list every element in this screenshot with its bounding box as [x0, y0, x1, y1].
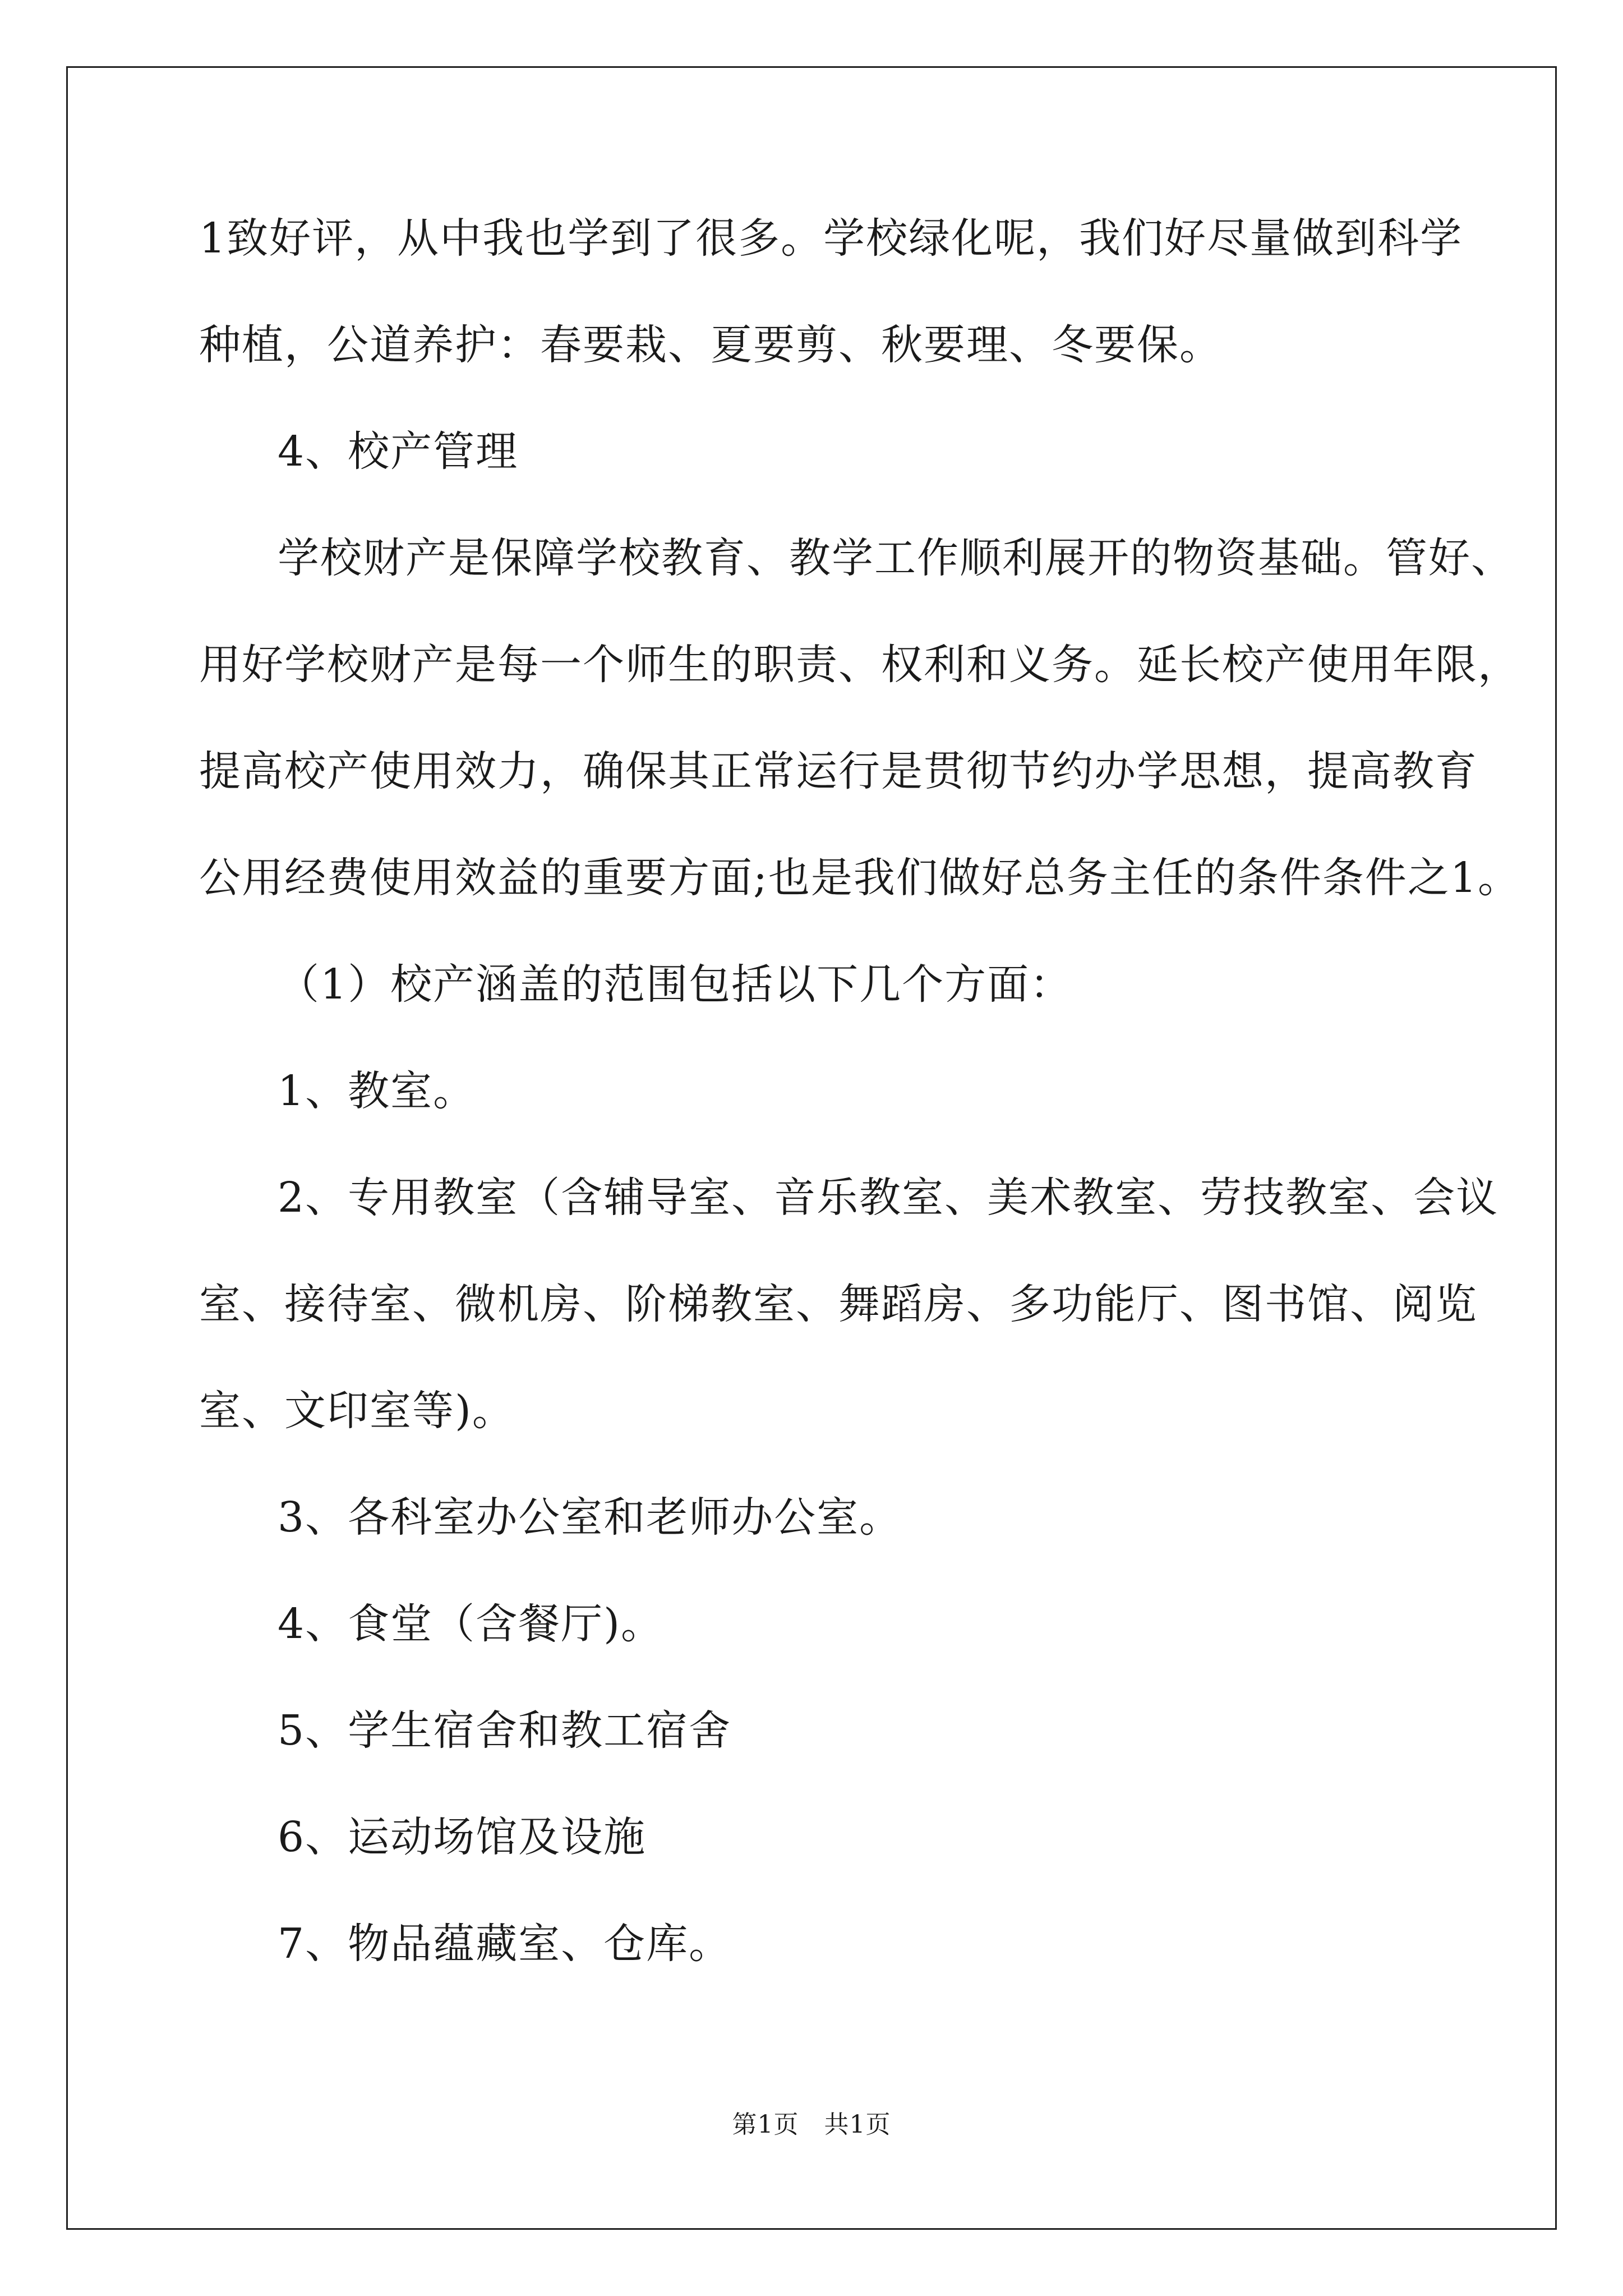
- list-item-2-cont-2: 室、文印室等)。: [199, 1387, 515, 1435]
- body-line-5: 用好学校财产是每一个师生的职责、权利和义务。延长校产使用年限，: [199, 641, 1520, 689]
- list-item-7: 7、物品蕴藏室、仓库。: [278, 1920, 732, 1968]
- section-heading: 4、校产管理: [278, 427, 519, 476]
- body-line-6: 提高校产使用效力，确保其正常运行是贯彻节约办学思想，提高教育: [199, 747, 1478, 795]
- list-item-2: 2、专用教室（含辅导室、音乐教室、美术教室、劳技教室、会议: [278, 1174, 1499, 1222]
- body-line-7: 公用经费使用效益的重要方面;也是我们做好总务主任的条件条件之1。: [199, 854, 1521, 902]
- list-intro: （1）校产涵盖的范围包括以下几个方面：: [278, 960, 1073, 1009]
- body-line-1: 1致好评，从中我也学到了很多。学校绿化呢，我们好尽量做到科学: [199, 214, 1463, 263]
- page-footer: 第1页 共1页: [732, 2110, 891, 2139]
- body-line-4: 学校财产是保障学校教育、教学工作顺利展开的物资基础。管好、: [278, 534, 1514, 582]
- body-line-2: 种植，公道养护：春要栽、夏要剪、秋要理、冬要保。: [199, 321, 1222, 369]
- page-border: [66, 66, 1557, 2230]
- list-item-5: 5、学生宿舍和教工宿舍: [278, 1706, 732, 1755]
- list-item-1: 1、教室。: [278, 1067, 476, 1115]
- list-item-4: 4、食堂（含餐厅)。: [278, 1600, 663, 1648]
- list-item-2-cont-1: 室、接待室、微机房、阶梯教室、舞蹈房、多功能厅、图书馆、阅览: [199, 1280, 1478, 1328]
- list-item-3: 3、各科室办公室和老师办公室。: [278, 1493, 902, 1542]
- list-item-6: 6、运动场馆及设施: [278, 1813, 647, 1861]
